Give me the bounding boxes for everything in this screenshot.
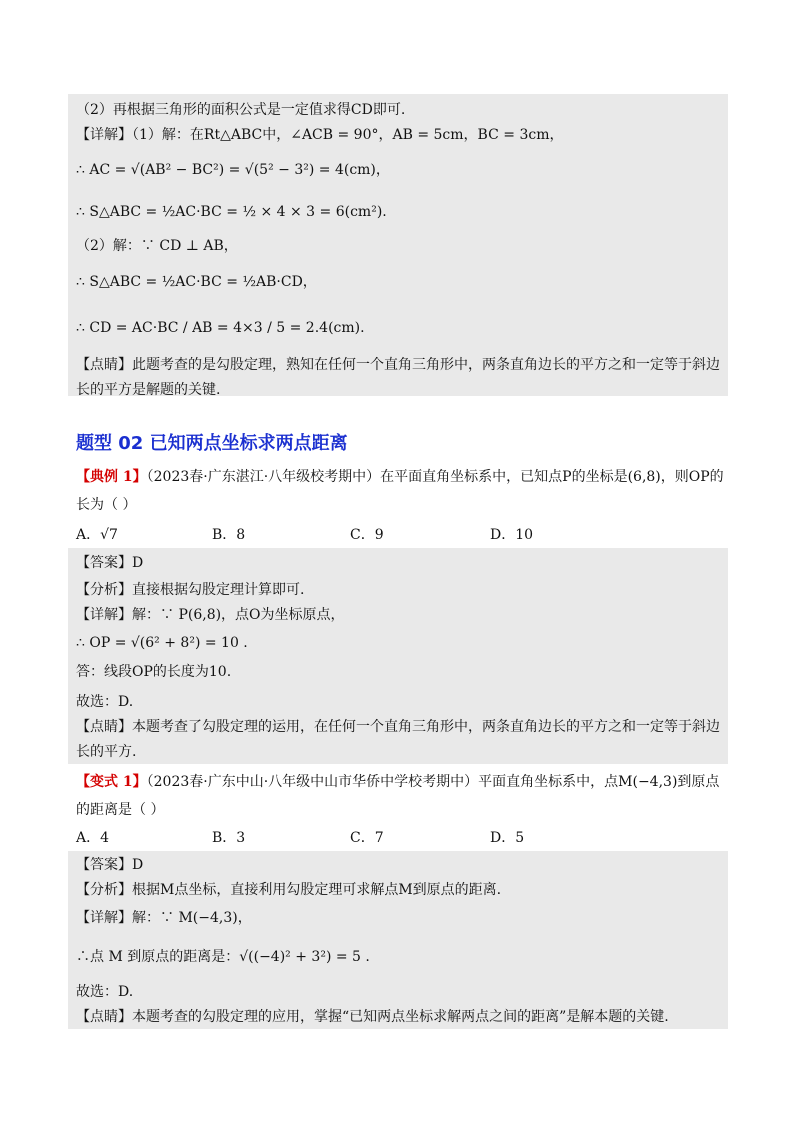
text-line: 长的平方是解题的关键. (76, 382, 221, 398)
text-line: 故选：D. (76, 984, 134, 1000)
question-text: （2023春·广东湛江·八年级校考期中）在平面直角坐标系中，已知点P的坐标是(6,8)，则OP的 (146, 469, 724, 485)
option-b: B．3 (212, 830, 246, 846)
option-b: B．8 (212, 527, 246, 543)
equation-line: ∴ CD = AC·BC / AB = 4×3 / 5 = 2.4(cm). (76, 320, 365, 336)
option-c: C．9 (350, 527, 384, 543)
equation-line: ∴ S△ABC = ½AC·BC = ½ × 4 × 3 = 6(cm²). (76, 204, 387, 220)
question-text: （2023春·广东中山·八年级中山市华侨中学校考期中）平面直角坐标系中，点M(−4,3)到原点 (146, 774, 720, 790)
text-line: 答：线段OP的长度为10. (76, 664, 232, 680)
answer-line: 【答案】D (76, 857, 144, 873)
option-c: C．7 (350, 830, 384, 846)
equation-line: ∴ OP = √(6² + 8²) = 10 . (76, 635, 248, 651)
question-line: 长为（ ） (76, 497, 137, 513)
text-line: 故选：D. (76, 694, 134, 710)
comment-line: 长的平方. (76, 744, 137, 760)
question-line: 的距离是（ ） (76, 802, 165, 818)
detail-line: 【详解】解：∵ P(6,8)，点O为坐标原点， (76, 607, 345, 623)
option-d: D．10 (490, 527, 534, 543)
section-heading: 题型 02 已知两点坐标求两点距离 (76, 433, 348, 454)
option-a: A．4 (76, 830, 110, 846)
question-line (76, 772, 719, 792)
option-a: A．√7 (76, 527, 118, 543)
equation-line: ∴点 M 到原点的距离是：√((−4)² + 3²) = 5 . (76, 949, 370, 965)
analysis-line: 【分析】直接根据勾股定理计算即可. (76, 582, 305, 598)
text-line: 【点睛】此题考查的是勾股定理，熟知在任何一个直角三角形中，两条直角边长的平方之和一定等于斜边 (76, 357, 720, 373)
question-line (76, 467, 724, 487)
option-d: D．5 (490, 830, 525, 846)
comment-line: 【点睛】本题考查的勾股定理的应用，掌握“已知两点坐标求解两点之间的距离”是解本题的关键. (76, 1009, 669, 1025)
text-line: （2）解：∵ CD ⊥ AB， (76, 238, 238, 254)
analysis-line: 【分析】根据M点坐标，直接利用勾股定理可求解点M到原点的距离. (76, 882, 502, 898)
detail-line: 【详解】解：∵ M(−4,3)， (76, 910, 252, 926)
comment-line: 【点睛】本题考查了勾股定理的运用，在任何一个直角三角形中，两条直角边长的平方之和一定等于斜边 (76, 719, 720, 735)
text-line: （2）再根据三角形的面积公式是一定值求得CD即可. (76, 102, 406, 118)
text-line: 【详解】（1）解：在Rt△ABC中，∠ACB = 90°，AB = 5cm，BC = 3cm， (76, 127, 564, 143)
example-tag: 【典例 1】 (76, 469, 147, 485)
answer-line: 【答案】D (76, 555, 144, 571)
solution-block-3 (68, 851, 728, 1029)
equation-line: ∴ AC = √(AB² − BC²) = √(5² − 3²) = 4(cm)， (76, 162, 390, 178)
equation-line: ∴ S△ABC = ½AC·BC = ½AB·CD， (76, 274, 317, 290)
variant-tag: 【变式 1】 (76, 774, 147, 790)
